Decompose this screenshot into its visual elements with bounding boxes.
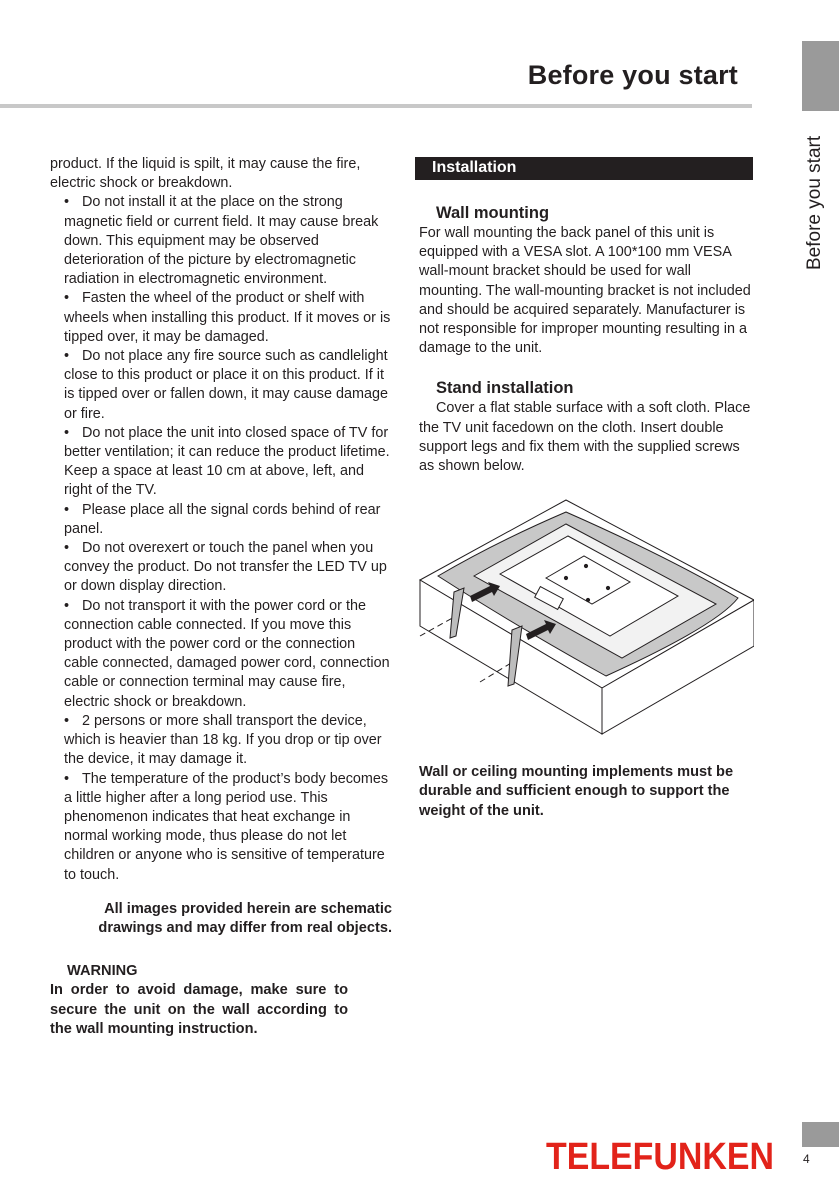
bullet-item (50, 501, 392, 539)
bullet-icon: • (64, 770, 70, 787)
bullet-item (50, 597, 392, 712)
brand-wordmark: TELEFUNKEN (546, 1136, 774, 1175)
wall-mounting-text: For wall mounting the back panel of this unit is equipped with a VESA slot. A 100*100 mm VESA wall-mount bracket should be used for wall mounting. The wall-mounting bracket is not included and should be acquired separately. Manufacturer is not responsible for improper mounting resulting in a damage to the unit. (419, 225, 751, 357)
warning-title: WARNING (67, 963, 138, 979)
bullet-icon: • (64, 424, 70, 441)
bullet-text: Do not overexert or touch the panel when you convey the product. Do not transfer the LED TV up or down display direction. (64, 540, 387, 595)
bullet-text: Do not place any fire source such as candlelight close to this product or place it on this product. If it is tipped over or fallen down, it may cause damage or fire. (64, 348, 388, 422)
bullet-item (50, 424, 392, 501)
telefunken-logo (546, 1135, 776, 1175)
vesa-hole (564, 576, 567, 579)
vesa-hole (586, 598, 589, 601)
bullet-text: Do not install it at the place on the strong magnetic field or current field. It may cause break down. This equipment may be observed deterioration of the picture by electromagnetic radiation in electromagnetic environment. (64, 194, 379, 288)
bullet-icon: • (64, 540, 70, 557)
stand-installation-heading: Stand installation (436, 379, 574, 398)
warning-text: In order to avoid damage, make sure to secure the unit on the wall according to the wall mounting instruction. (50, 982, 348, 1037)
page-number: 4 (803, 1152, 810, 1166)
stand-installation-text: Cover a flat stable surface with a soft cloth. Place the TV unit facedown on the cloth. Insert double support legs and fix them with the supplied screws as shown below. (419, 400, 751, 475)
bullet-icon: • (64, 194, 70, 211)
bullet-item (50, 289, 392, 347)
intro-paragraph: product. If the liquid is spilt, it may cause the fire, electric shock or breakdown. (50, 156, 361, 192)
left-column (50, 155, 392, 885)
bullet-text: Please place all the signal cords behind of rear panel. (64, 501, 381, 537)
vesa-hole (584, 564, 587, 567)
bullet-text: The temperature of the product’s body becomes a little higher after a long period use. This phenomenon indicates that heat exchange in normal working mode, thus please do not let children or anyone who is sensitive of temperature to touch. (64, 770, 389, 883)
bullet-item (50, 712, 392, 770)
bullet-icon: • (64, 290, 70, 307)
bullet-item (50, 539, 392, 597)
stand-installation-illustration (416, 496, 754, 736)
section-header-installation (415, 157, 753, 180)
bullet-text: Fasten the wheel of the product or shelf with wheels when installing this product. If it moves or is tipped over, it may be damaged. (64, 290, 391, 345)
bullet-text: Do not place the unit into closed space of TV for better ventilation; it can reduce the product lifetime. Keep a space at least 10 cm at above, left, and right of the TV. (64, 424, 390, 499)
bullet-item (50, 347, 392, 424)
vesa-hole (606, 586, 609, 589)
bullet-item (50, 193, 392, 289)
wall-mounting-heading: Wall mounting (436, 204, 550, 222)
bullet-text: 2 persons or more shall transport the device, which is heavier than 18 kg. If you drop or tip over the device, it may damage it. (64, 712, 382, 768)
warning-block (50, 962, 348, 1039)
mounting-note: Wall or ceiling mounting implements must be durable and sufficient enough to support the weight of the unit. (419, 764, 734, 819)
side-section-label-text: Before you start (804, 135, 825, 270)
side-tab-marker (802, 41, 839, 111)
page-title: Before you start (527, 60, 738, 90)
bullet-icon: • (64, 712, 70, 729)
section-header-text: Installation (432, 159, 517, 176)
page-tab-marker (802, 1122, 839, 1147)
bullet-icon: • (64, 501, 70, 518)
bullet-icon: • (64, 348, 70, 365)
bullet-text: Do not transport it with the power cord or the connection cable connected. If you move this product with the power cord or the connection cable connected, damaged power cord, connection cable or connection terminal may cause fire, electric shock or breakdown. (64, 597, 390, 710)
bullet-item (50, 770, 392, 885)
bullet-icon: • (64, 597, 70, 614)
right-column (419, 202, 757, 476)
schematic-note: All images provided herein are schematic drawings and may differ from real objects. (98, 901, 392, 937)
header-divider (0, 104, 752, 108)
